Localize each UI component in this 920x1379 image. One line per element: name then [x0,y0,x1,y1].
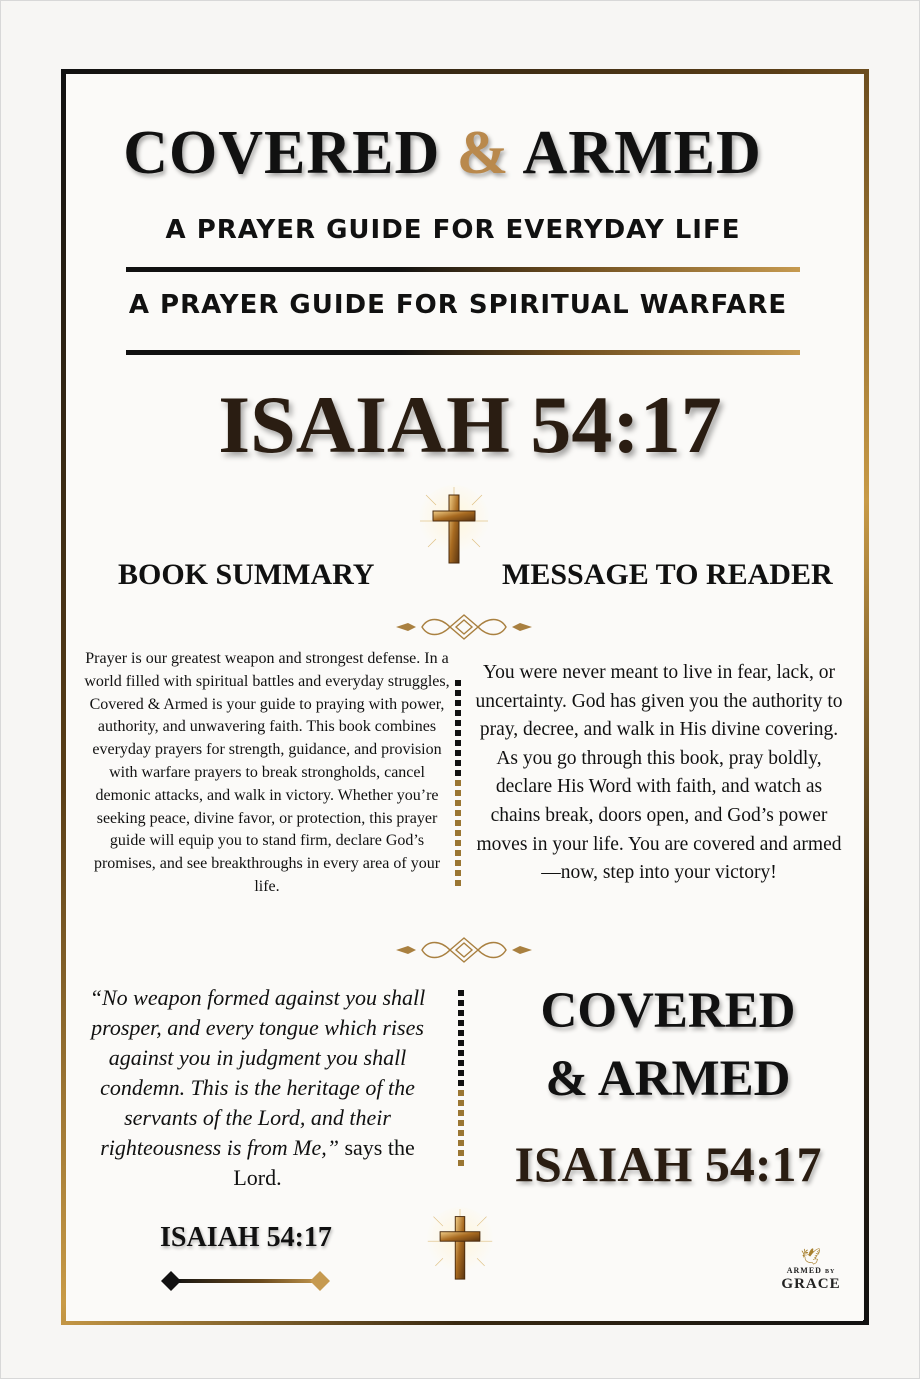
message-text: You were never meant to live in fear, lack, or uncertainty. God has given you the authority to pray, decree, and walk in His divine covering. As you go through this book, pray boldly, declare His Word with faith, and watch as chains break, doors open, and God’s power moves in your life. You are covered and armed—now, step into your victory! [475,662,843,884]
diamond-bar-ornament [160,1270,332,1292]
dotted-separator-gold [455,780,461,890]
book-summary-heading: BOOK SUMMARY [118,558,375,591]
gradient-rule [126,350,800,355]
gradient-rule [126,267,800,272]
dotted-separator-gold [458,1090,464,1170]
title-ampersand: & [456,119,510,187]
right-title-covered: COVERED [540,983,796,1039]
ornament-divider-icon [66,935,863,965]
scripture-heading: ISAIAH 54:17 [218,379,722,470]
ornament-divider-icon [66,612,863,642]
title-word-covered: COVERED [123,119,441,187]
message-heading: MESSAGE TO READER [502,558,833,591]
right-title-armed: & ARMED [545,1051,791,1107]
right-title-reference: ISAIAH 54:17 [514,1136,822,1192]
book-summary-text: Prayer is our greatest weapon and strongest defense. In a world filled with spiritual battles and everyday struggles, Covered & Armed is your guide to praying with power, authority, and unwavering faith. This book combines everyday prayers for strength, guidance, and provision with warfare prayers to break strongholds, cancel demonic attacks, and walk in victory. Whether you’re seeking peace, divine favor, or protection, this prayer guide will equip you to stand firm, declare God’s promises, and see breakthroughs in every area of your life. [84,650,450,895]
subtitle-everyday: A PRAYER GUIDE FOR EVERYDAY LIFE [165,215,741,245]
cross-icon [416,485,492,565]
main-title [0,118,885,189]
publisher-logo [778,1250,844,1300]
logo-armed: ARMED BY [786,1266,836,1275]
quote-attribution: says the Lord. [233,1135,415,1190]
bottom-reference: ISAIAH 54:17 [160,1222,332,1253]
logo-grace: GRACE [781,1276,841,1292]
title-word-armed: ARMED [522,119,762,187]
dove-icon: 🕊 [800,1249,822,1266]
quote-text: “No weapon formed against you shall prosper, and every tongue which rises against you in judgment you shall condemn. This is the heritage of the servants of the Lord, and their righteousness is from Me,” [89,985,426,1160]
subtitle-warfare: A PRAYER GUIDE FOR SPIRITUAL WARFARE [128,290,788,320]
scripture-quote [80,983,435,1193]
cross-icon [424,1205,496,1285]
